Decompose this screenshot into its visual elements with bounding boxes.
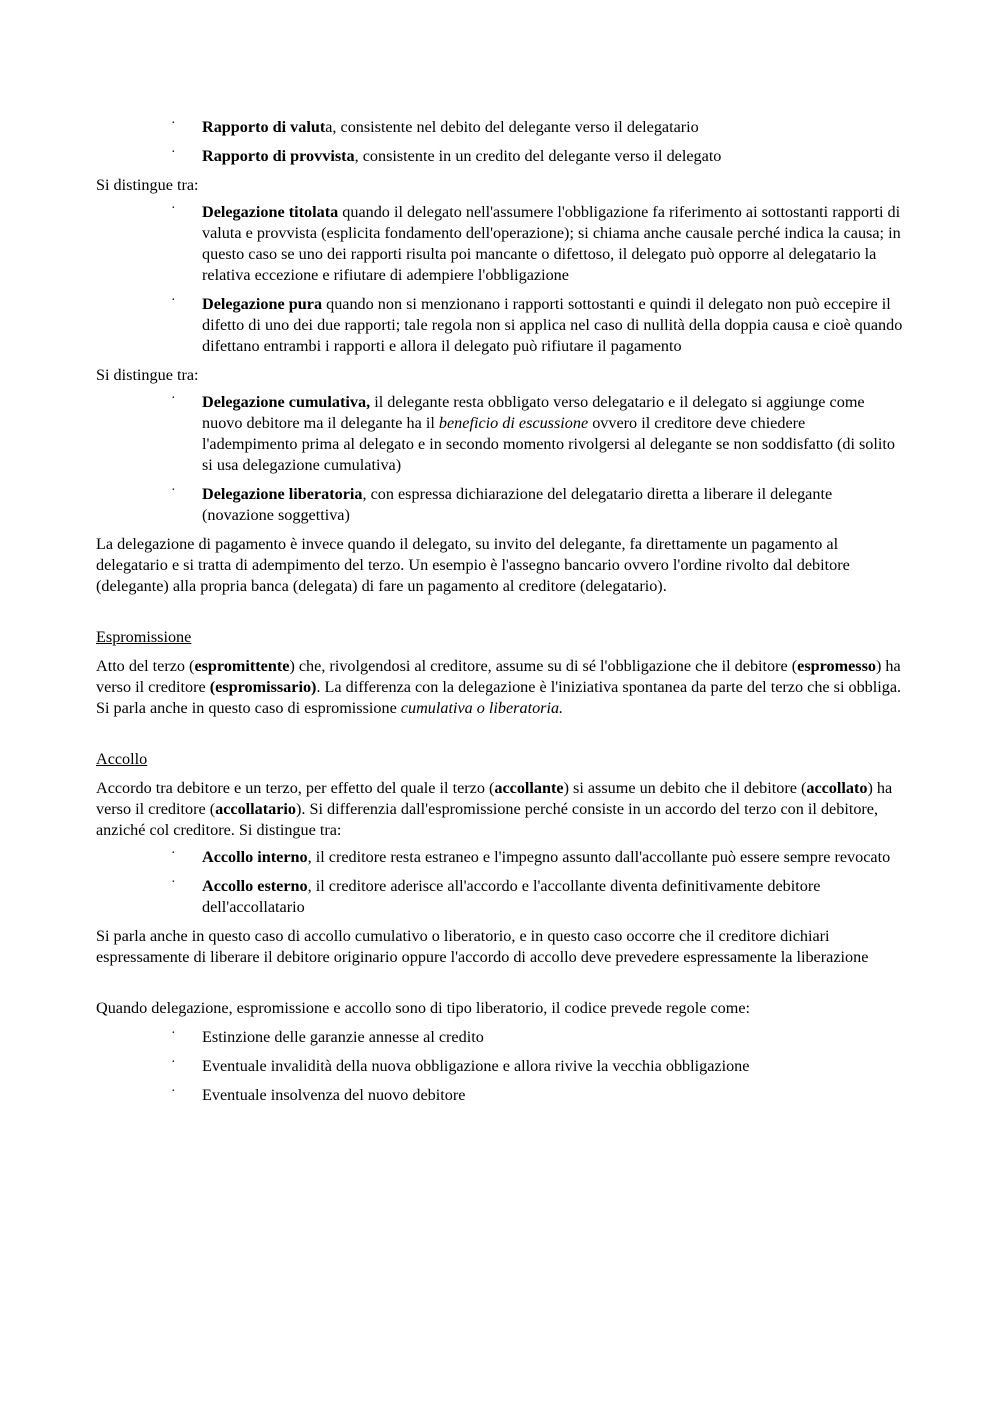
list-item: · Accollo interno, il creditore resta estraneo e l'impegno assunto dall'accollante può essere sempre revocato xyxy=(202,847,904,868)
bullet-icon: · xyxy=(171,483,176,498)
list-item: · Rapporto di valuta, consistente nel debito del delegante verso il delegatario xyxy=(202,117,904,138)
rapporti-list xyxy=(96,117,904,167)
bullet-icon: · xyxy=(171,391,176,406)
list-item: · Eventuale insolvenza del nuovo debitore xyxy=(202,1085,904,1106)
accollo-list xyxy=(96,847,904,918)
list-item: · Eventuale invalidità della nuova obbligazione e allora rivive la vecchia obbligazione xyxy=(202,1056,904,1077)
list-item: · Accollo esterno, il creditore aderisce all'accordo e l'accollante diventa definitivamente debitore dell'accollatario xyxy=(202,876,904,918)
section-heading-accollo: Accollo xyxy=(96,750,148,768)
spacer xyxy=(96,727,904,749)
paragraph: Accordo tra debitore e un terzo, per effetto del quale il terzo (accollante) si assume un debito che il debitore (accollato) ha verso il creditore (accollatario). Si differenzia dall'espromissione perché consiste in un accordo del terzo con il debitore, anziché col creditore. Si distingue tra: xyxy=(96,779,893,839)
spacer xyxy=(96,976,904,998)
list-item: · Delegazione pura quando non si menzionano i rapporti sottostanti e quindi il delegato non può eccepire il difetto di uno dei due rapporti; tale regola non si applica nel caso di nullità della doppia causa e cioè quando difettano entrambi i rapporti e allora il delegato può rifiutare il pagamento xyxy=(202,294,904,357)
list-item: · Delegazione titolata quando il delegato nell'assumere l'obbligazione fa riferimento ai sottostanti rapporti di valuta e provvista (esplicita fondamento dell'operazione); si chiama anche causale perché indica la causa; in questo caso se uno dei rapporti risulta poi mancante o difettoso, il delegato può opporre al delegatario la relativa eccezione e rifiutare di adempiere l'obbligazione xyxy=(202,202,904,286)
bullet-icon: · xyxy=(171,116,176,131)
bullet-icon: · xyxy=(171,1084,176,1099)
delegazione-type-list xyxy=(96,202,904,357)
document-page xyxy=(96,117,904,1114)
section-heading-espromissione: Espromissione xyxy=(96,628,192,646)
intro-text: Si distingue tra: xyxy=(96,366,199,384)
bullet-icon: · xyxy=(171,293,176,308)
list-item: · Rapporto di provvista, consistente in un credito del delegante verso il delegato xyxy=(202,146,904,167)
bullet-icon: · xyxy=(171,1055,176,1070)
intro-text: Quando delegazione, espromissione e accollo sono di tipo liberatorio, il codice prevede regole come: xyxy=(96,999,751,1017)
bullet-icon: · xyxy=(171,846,176,861)
list-item: · Delegazione cumulativa, il delegante resta obbligato verso delegatario e il delegato si aggiunge come nuovo debitore ma il delegante ha il beneficio di escussione ovvero il creditore deve chiedere l'adempimento prima al delegato e in secondo momento rivolgersi al delegante se non soddisfatto (di solito si usa delegazione cumulativa) xyxy=(202,392,904,476)
bullet-icon: · xyxy=(171,1026,176,1041)
paragraph: Si parla anche in questo caso di accollo cumulativo o liberatorio, e in questo caso occorre che il creditore dichiari espressamente di liberare il debitore originario oppure l'accordo di accollo deve prevedere espressamente la liberazione xyxy=(96,927,869,966)
regole-list xyxy=(96,1027,904,1106)
bullet-icon: · xyxy=(171,201,176,216)
bullet-icon: · xyxy=(171,145,176,160)
paragraph: Atto del terzo (espromittente) che, rivolgendosi al creditore, assume su di sé l'obbligazione che il debitore (espromesso) ha verso il creditore (espromissario). La differenza con la delegazione è l'iniziativa spontanea da parte del terzo che si obbliga. Si parla anche in questo caso di espromissione cumulativa o liberatoria. xyxy=(96,657,902,717)
intro-text: Si distingue tra: xyxy=(96,176,199,194)
list-item: · Estinzione delle garanzie annesse al credito xyxy=(202,1027,904,1048)
delegazione-effect-list xyxy=(96,392,904,526)
bullet-icon: · xyxy=(171,875,176,890)
list-item: · Delegazione liberatoria, con espressa dichiarazione del delegatario diretta a liberare il delegante (novazione soggettiva) xyxy=(202,484,904,526)
paragraph: La delegazione di pagamento è invece quando il delegato, su invito del delegante, fa direttamente un pagamento al delegatario e si tratta di adempimento del terzo. Un esempio è l'assegno bancario ovvero l'ordine rivolto dal debitore (delegante) alla propria banca (delegata) di fare un pagamento al creditore (delegatario). xyxy=(96,535,850,595)
spacer xyxy=(96,605,904,627)
